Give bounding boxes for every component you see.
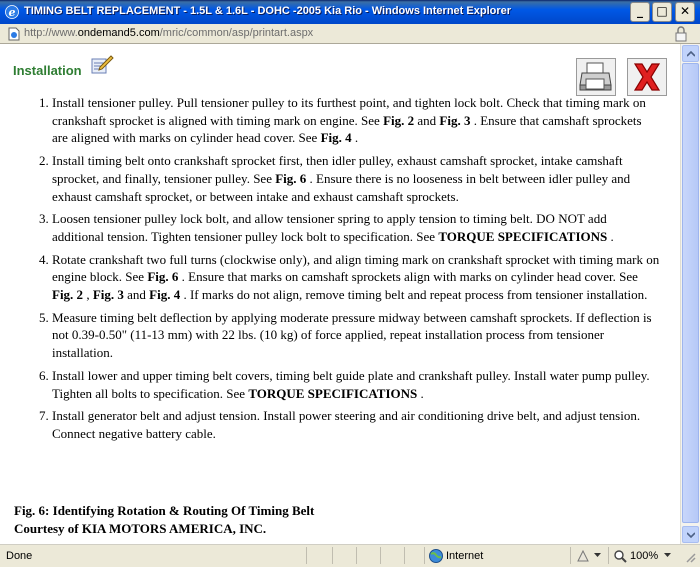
chevron-up-icon	[687, 51, 695, 57]
step-reference: Fig. 6	[147, 269, 179, 285]
window-title: TIMING BELT REPLACEMENT - 1.5L & 1.6L - DOHC -2005 Kia Rio - Windows Internet Explorer	[24, 5, 512, 17]
step-reference: Fig. 4	[149, 287, 181, 303]
step-text: Install tensioner pulley. Pull tensioner pulley to its furthest point, and tighten lock bolt. Check that timing mark on crankshaft sprocket is aligned with timing mark on engine. See	[52, 95, 646, 128]
lock-icon	[674, 26, 688, 42]
url-host: ondemand5.com	[77, 27, 160, 39]
maximize-button[interactable]	[652, 2, 672, 22]
security-zone: Internet	[446, 550, 484, 562]
svg-text:e: e	[8, 6, 16, 19]
step-text: Loosen tensioner pulley lock bolt, and allow tensioner spring to apply tension to timing belt. DO NOT add additional tension. Tighten tensioner pulley lock bolt to specification. See	[52, 211, 607, 244]
minimize-icon: _	[637, 4, 643, 18]
printer-icon	[577, 59, 615, 95]
step-item	[52, 152, 660, 205]
step-reference: TORQUE SPECIFICATIONS	[438, 228, 608, 244]
step-item	[52, 251, 660, 304]
step-text: . Ensure that camshaft sprockets are aligned with marks on cylinder head cover. See	[52, 112, 642, 146]
step-text: .	[351, 130, 359, 146]
url-text[interactable]	[24, 27, 313, 39]
zoom-icon[interactable]	[613, 549, 627, 563]
step-text: . Ensure that marks on camshaft sprockets align with marks on cylinder head cover. See	[178, 269, 638, 285]
close-window-button[interactable]	[675, 2, 695, 22]
step-text: .	[607, 228, 614, 244]
vertical-scrollbar[interactable]	[680, 44, 700, 544]
step-text: . Ensure there is no looseness in belt between idler pulley and exhaust camshaft sprocket, or between intake and exhaust camshaft sprockets.	[52, 170, 631, 204]
print-button[interactable]	[576, 58, 616, 96]
page-content	[0, 44, 680, 544]
chevron-down-icon[interactable]	[664, 553, 671, 558]
status-divider	[380, 547, 381, 564]
scroll-thumb[interactable]	[682, 63, 699, 523]
step-reference: Fig. 3	[439, 112, 471, 128]
scroll-up-button[interactable]	[682, 45, 699, 62]
status-divider	[356, 547, 357, 564]
status-divider	[608, 547, 609, 564]
step-item	[52, 407, 660, 442]
chevron-down-icon	[687, 532, 695, 538]
step-item	[52, 94, 660, 147]
status-divider	[404, 547, 405, 564]
close-document-button[interactable]	[627, 58, 667, 96]
step-text: and	[123, 287, 150, 303]
maximize-icon: □	[656, 4, 668, 18]
address-bar[interactable]	[0, 24, 700, 44]
url-path: /mric/common/asp/printart.aspx	[159, 27, 314, 39]
step-text: . If marks do not align, remove timing belt and repeat process from tensioner installation.	[180, 287, 648, 303]
step-item	[52, 210, 660, 245]
minimize-button[interactable]	[630, 2, 650, 22]
section-heading: Installation	[13, 63, 82, 78]
close-icon: ✕	[679, 4, 691, 18]
scroll-down-button[interactable]	[682, 526, 699, 543]
step-text: Install lower and upper timing belt covers, timing belt guide plate and crankshaft pulley. Install water pump pulley. Tighten all bolts to specification. See	[52, 367, 650, 401]
step-text: ,	[83, 287, 93, 303]
caption-credit: Courtesy of KIA MOTORS AMERICA, INC.	[14, 521, 267, 536]
step-reference: Fig. 6	[275, 170, 307, 186]
step-reference: Fig. 3	[92, 287, 124, 303]
step-reference: Fig. 2	[383, 112, 415, 128]
internet-explorer-icon	[4, 4, 20, 20]
status-divider	[306, 547, 307, 564]
chevron-down-icon[interactable]	[594, 553, 601, 558]
status-divider	[332, 547, 333, 564]
status-bar	[0, 544, 700, 567]
status-text: Done	[6, 550, 33, 562]
page-icon	[8, 27, 20, 41]
globe-icon	[428, 548, 444, 564]
step-text: Measure timing belt deflection by applying moderate pressure midway between camshaft sprockets. If deflection is not 0.39-0.50" (11-13 mm) with 22 lbs. (10 kg) of force applied, repeat installation process from tensioner installation.	[52, 309, 652, 361]
protected-mode-icon[interactable]	[576, 549, 590, 563]
red-x-icon	[628, 59, 666, 95]
caption-title: Fig. 6: Identifying Rotation & Routing Of Timing Belt	[14, 503, 315, 518]
step-reference: Fig. 4	[320, 130, 352, 146]
installation-steps	[0, 94, 660, 448]
step-item	[52, 309, 660, 362]
step-text: Install timing belt onto crankshaft sprocket first, then idler pulley, exhaust camshaft sprocket, intake camshaft sprocket, and finally, tensioner pulley. See	[52, 153, 623, 186]
title-bar[interactable]	[0, 0, 700, 24]
url-prefix: http://www.	[24, 27, 78, 39]
status-divider	[570, 547, 571, 564]
step-item	[52, 367, 660, 402]
step-reference: TORQUE SPECIFICATIONS	[248, 385, 418, 401]
step-text: .	[417, 385, 424, 401]
status-divider	[424, 547, 425, 564]
figure-caption	[14, 502, 314, 538]
step-text: and	[414, 112, 440, 128]
step-text: Rotate crankshaft two full turns (clockwise only), and align timing mark on crankshaft sprocket with timing mark on engine block. See	[52, 251, 660, 285]
resize-grip-icon[interactable]	[684, 551, 696, 563]
step-text: Install generator belt and adjust tension. Install power steering and air conditioning drive belt, and adjust tension. Connect negative battery cable.	[52, 408, 641, 441]
pencil-note-icon	[90, 53, 114, 75]
step-reference: Fig. 2	[52, 287, 84, 303]
zoom-level[interactable]: 100%	[630, 550, 659, 562]
